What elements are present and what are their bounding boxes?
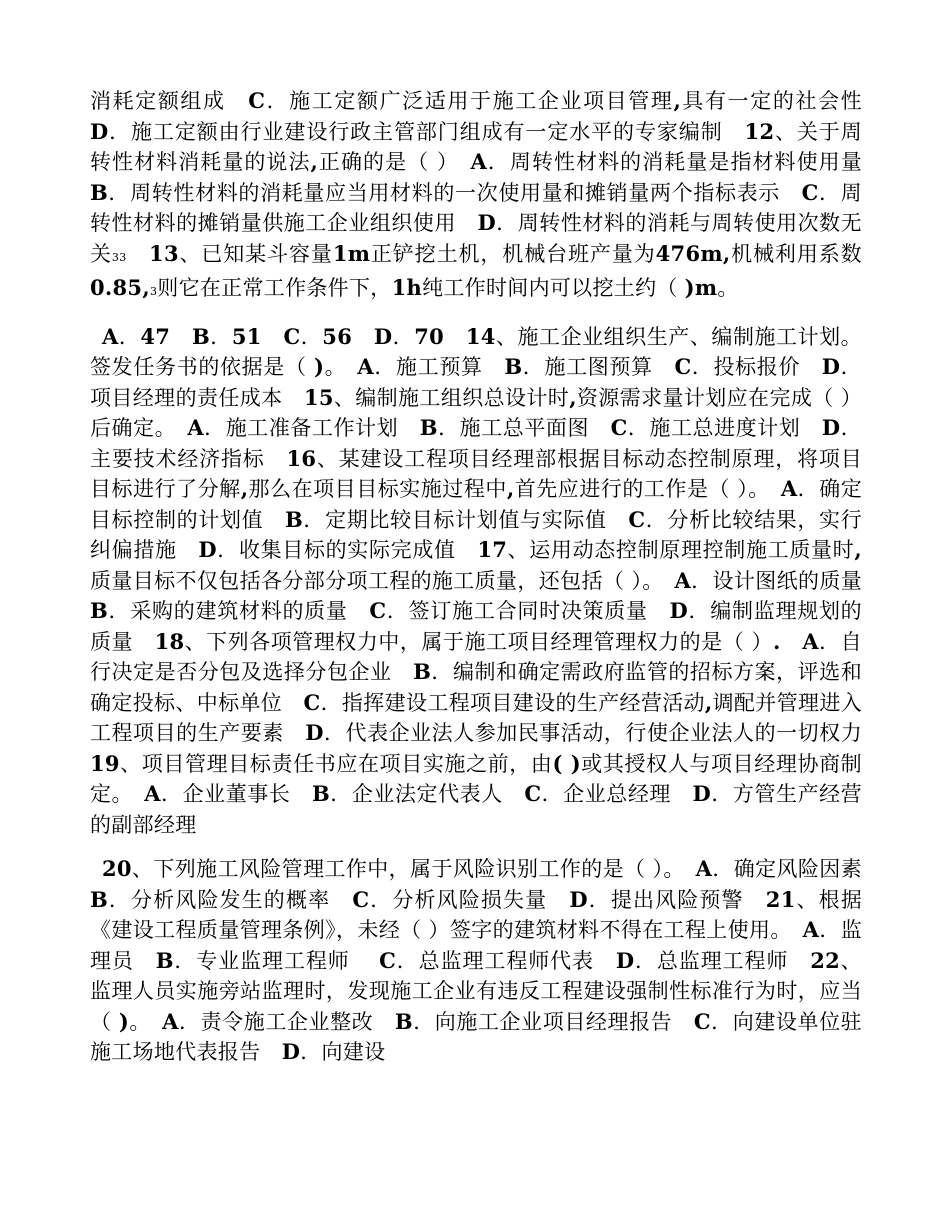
- text-run: ．施工预算: [374, 355, 505, 379]
- superscript-run: 3: [149, 285, 158, 298]
- bold-run: B: [155, 947, 174, 973]
- bold-run: B: [504, 354, 523, 379]
- text-run: ．分析比较结果，实行纠偏措施: [90, 507, 863, 562]
- text-run: ．施工准备工作计划: [203, 416, 420, 440]
- text-run: 质量目标不仅包括各分部分项工程的施工质量，还包括（ ）。: [90, 568, 675, 593]
- bold-run: 22: [810, 947, 841, 973]
- text-run: ．确定目标控制的计划值: [90, 477, 862, 532]
- bold-run: . A: [772, 628, 819, 654]
- bold-run: 15: [303, 384, 334, 410]
- text-run: 具有一定的社会性: [681, 89, 884, 113]
- paragraph-3: [90, 854, 884, 1068]
- bold-run: C: [610, 415, 628, 440]
- bold-run: A: [187, 415, 204, 440]
- bold-run: 476m,: [655, 240, 731, 266]
- bold-run: 12: [744, 118, 775, 144]
- bold-run: D: [821, 415, 841, 440]
- bold-run: A: [357, 354, 375, 379]
- bold-run: B: [90, 179, 109, 205]
- bold-run: B: [394, 1008, 413, 1034]
- text-run: 。: [717, 276, 739, 300]
- bold-run: 16: [286, 445, 317, 471]
- bold-run: 70 14: [414, 323, 496, 349]
- text-run: ．采购的建筑材料的质量: [108, 599, 370, 623]
- bold-run: C: [801, 179, 819, 205]
- bold-run: B: [419, 415, 438, 440]
- bold-run: D: [615, 947, 635, 973]
- text-run: ．提出风险预警: [587, 887, 766, 912]
- text-run: ．企业法定代表人: [330, 782, 525, 806]
- text-run: 调配并管理进入工程项目的生产要素: [90, 690, 862, 745]
- bold-run: A: [802, 917, 820, 942]
- bold-run: B: [90, 598, 109, 623]
- superscript-run: 33: [111, 250, 127, 264]
- text-run: ．专业监理工程师: [173, 948, 380, 973]
- text-run: 、编制施工组织总设计时: [333, 385, 570, 410]
- text-run: 、下列各项管理权力中，属于施工项目经理管理权力的是（ ）: [184, 629, 773, 654]
- bold-run: D: [569, 886, 588, 912]
- bold-run: )m: [684, 275, 718, 300]
- paragraph-1: [90, 86, 884, 308]
- bold-run: ): [313, 354, 325, 379]
- text-run: 、某建设工程项目经理部根据目标动态控制原理，将项目目标进行了分解: [90, 446, 863, 501]
- bold-run: C: [674, 354, 692, 379]
- bold-run: C: [369, 598, 387, 623]
- text-run: ．向建设单位驻施工场地代表报告: [90, 1009, 862, 1064]
- text-run: 正铲挖土机，机械台班产量为: [370, 241, 656, 266]
- text-run: 资源需求量计划应在完成（ ）后确定。: [90, 385, 862, 440]
- text-run: 、关于周转性材料消耗量的说法: [90, 119, 863, 174]
- text-run: ．监理员: [90, 918, 862, 973]
- text-run: ．责令施工企业整改: [178, 1009, 395, 1034]
- text-run: 、已知某斗容量: [178, 241, 333, 266]
- bold-run: C: [628, 506, 646, 532]
- text-run: ．: [392, 324, 415, 349]
- text-run: 或其授权人与项目经理协商制定。: [90, 751, 862, 806]
- text-run: 正确的是（ ）: [318, 150, 471, 174]
- text-run: ．总监理工程师代表: [396, 948, 616, 973]
- bold-run: A: [780, 476, 798, 501]
- text-run: ．周转性材料的消耗量是指材料使用量: [487, 150, 884, 174]
- text-run: ．编制和确定需政府监管的招标方案，评选和确定投标、中标单位: [90, 660, 863, 715]
- bold-run: A: [695, 856, 713, 881]
- bold-run: D: [305, 720, 324, 745]
- text-run: ．项目经理的责任成本: [90, 355, 862, 410]
- text-run: ．收集目标的实际完成值: [216, 538, 478, 562]
- text-run: 纯工作时间内可以挖土约（: [422, 276, 685, 300]
- text-run: ．指挥建设工程项目建设的生产经营活动: [320, 690, 705, 715]
- text-run: 消耗定额组成: [90, 89, 249, 113]
- text-run: ．施工图预算: [522, 355, 675, 379]
- document-page: [90, 86, 884, 1068]
- bold-run: 1m: [332, 240, 371, 266]
- bold-run: ( ): [552, 750, 581, 776]
- text-run: ．分析风险损失量: [369, 887, 570, 912]
- bold-run: ): [118, 1008, 130, 1034]
- bold-run: 13: [149, 240, 179, 266]
- bold-run: D: [90, 118, 109, 144]
- text-run: 机械利用系数: [730, 241, 862, 266]
- bold-run: A: [470, 149, 488, 174]
- text-run: ．周转性材料的消耗与周转使用次数无关: [90, 211, 862, 266]
- text-run: ．编制监理规划的质量: [90, 599, 862, 654]
- bold-run: C: [352, 886, 370, 912]
- text-run: ．施工总进度计划: [627, 416, 822, 440]
- text-run: 、施工企业组织生产、编制施工计划。签发任务书的依据是（: [90, 324, 862, 379]
- bold-run: ,: [310, 149, 319, 174]
- text-run: 首先应进行的工作是（ ）。: [514, 477, 781, 501]
- bold-run: 20: [102, 856, 132, 881]
- bold-run: ,: [506, 476, 515, 501]
- text-run: ．方管生产经营的副部经理: [90, 782, 862, 837]
- text-run: ．向建设: [300, 1040, 386, 1064]
- text-run: ．周转性材料的摊销量供施工企业组织使用: [90, 180, 862, 235]
- bold-run: ,: [854, 537, 862, 562]
- bold-run: 18: [154, 628, 185, 654]
- text-run: ．签订施工合同时决策质量: [386, 599, 670, 623]
- text-run: ．周转性材料的消耗量应当用材料的一次使用量和摊销量两个指标表示: [108, 180, 802, 205]
- bold-run: 17: [477, 537, 508, 562]
- bold-run: A: [674, 567, 692, 593]
- text-run: ．: [300, 324, 323, 349]
- text-run: ．施工总平面图: [437, 416, 611, 440]
- bold-run: 21: [765, 886, 796, 912]
- text-run: 、下列施工风险管理工作中，属于风险识别工作的是（ ）。: [131, 857, 696, 881]
- text-run: ．总监理工程师: [634, 948, 811, 973]
- text-run: 、监理人员实施旁站监理时，发现施工企业有违反工程建设强制性标准行为时，应当（: [90, 948, 862, 1034]
- bold-run: C: [693, 1008, 711, 1034]
- bold-run: D: [692, 781, 712, 806]
- text-run: ．施工定额广泛适用于施工企业项目管理: [265, 89, 674, 113]
- text-run: 、运用动态控制原理控制施工质量时: [507, 538, 855, 562]
- text-run: ．定期比较目标计划值与实际值: [303, 507, 629, 532]
- bold-run: C: [303, 689, 321, 715]
- text-run: ．设计图纸的质量: [691, 568, 884, 593]
- text-run: ．代表企业法人参加民事活动，行使企业法人的一切权力: [323, 721, 884, 745]
- bold-run: ,: [673, 88, 682, 113]
- bold-run: D: [821, 354, 841, 379]
- text-run: 那么在项目目标实施过程中: [248, 477, 507, 501]
- text-run: ．分析风险发生的概率: [108, 887, 353, 912]
- text-run: ．自行决定是否分包及选择分包企业: [90, 629, 862, 684]
- bold-run: B: [90, 886, 109, 912]
- bold-run: 56 D: [322, 323, 393, 349]
- bold-run: D: [198, 537, 217, 562]
- text-run: 、根据《建设工程质量管理条例》，未经（ ）签字的建筑材料不得在工程上使用。: [90, 887, 863, 942]
- text-run: ．主要技术经济指标: [90, 416, 862, 471]
- bold-run: ,: [240, 476, 249, 501]
- bold-run: B: [284, 506, 304, 532]
- text-run: 则它在正常工作条件下，: [157, 276, 392, 300]
- text-run: ．: [118, 324, 141, 349]
- bold-run: ,: [704, 689, 713, 715]
- bold-run: D: [281, 1039, 301, 1064]
- bold-run: A: [144, 781, 161, 806]
- text-run: [127, 242, 150, 266]
- bold-run: D: [477, 210, 497, 235]
- text-run: ．投标报价: [691, 355, 822, 379]
- bold-run: A: [162, 1008, 179, 1034]
- text-run: ．: [210, 324, 232, 349]
- paragraph-2: [90, 322, 884, 841]
- text-run: 。: [129, 1009, 163, 1034]
- bold-run: 0.85,: [90, 275, 150, 300]
- text-run: ．确定风险因素: [712, 857, 884, 881]
- bold-run: 51 C: [231, 323, 301, 349]
- bold-run: C: [379, 947, 397, 973]
- text-run: ．企业总经理: [541, 782, 693, 806]
- bold-run: B: [311, 781, 331, 806]
- text-run: ．企业董事长: [160, 782, 312, 806]
- text-run: ．施工定额由行业建设行政主管部门组成有一定水平的专家编制: [108, 119, 745, 144]
- text-run: ．向施工企业项目经理报告: [412, 1009, 694, 1034]
- bold-run: 1h: [391, 275, 423, 300]
- bold-run: 19: [90, 750, 120, 776]
- bold-run: 47 B: [140, 323, 211, 349]
- text-run: 。: [324, 355, 358, 379]
- text-run: 、项目管理目标责任书应在项目实施之前，由: [119, 751, 553, 776]
- bold-run: A: [102, 323, 119, 349]
- bold-run: D: [669, 598, 689, 623]
- bold-run: C: [524, 781, 542, 806]
- bold-run: B: [413, 659, 432, 684]
- bold-run: C: [248, 88, 266, 113]
- bold-run: ,: [569, 384, 577, 410]
